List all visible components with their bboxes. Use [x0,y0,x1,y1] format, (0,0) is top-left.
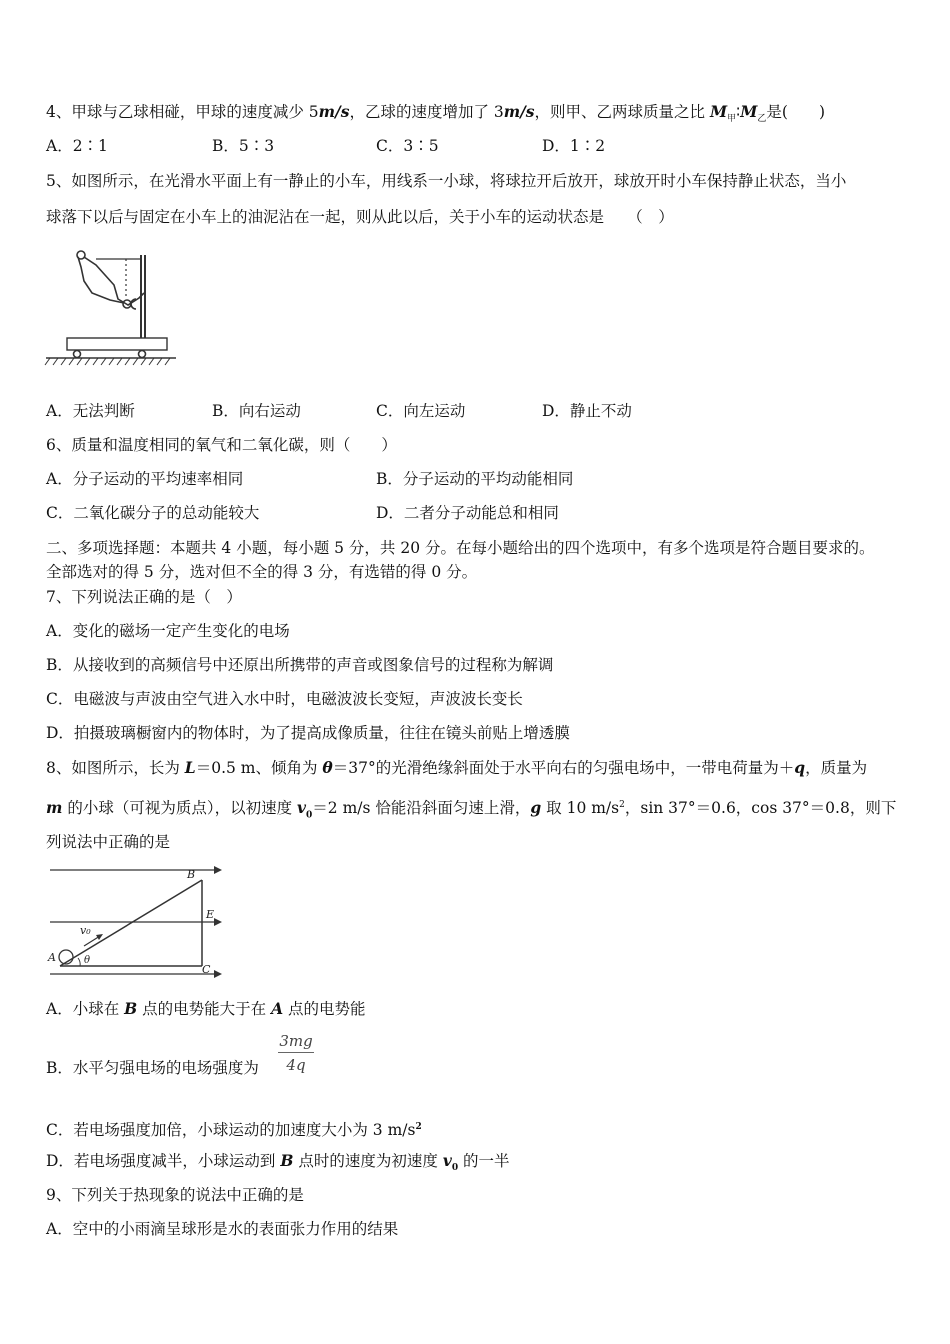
label-v0: v₀ [80,924,91,937]
label-B: B [187,868,196,881]
q6-stem: 6、质量和温度相同的氧气和二氧化碳，则（ ） [46,436,397,454]
q5-figure-cart-pendulum [44,245,184,367]
q9-stem: 9、下列关于热现象的说法中正确的是 [46,1186,304,1204]
q8-option-b-fraction: $\frac{3mg}{4q}$ [279,1032,313,1074]
q8-stem-line3: 列说法中正确的是 [46,833,171,851]
q4-option-a: A．2∶1 [46,137,108,155]
label-C: C [202,963,211,976]
q5-option-b: B．向右运动 [212,402,301,420]
q8-option-d: D．若电场强度减半，小球运动到 B 点时的速度为初速度 $v_0$ 的一半 [46,1151,510,1174]
q5-option-c: C．向左运动 [376,402,466,420]
label-A: A [48,951,56,964]
section2-instructions-line2: 全部选对的得 5 分，选对但不全的得 3 分，有选错的得 0 分。 [46,563,478,581]
q7-option-a: A．变化的磁场一定产生变化的电场 [46,622,290,640]
q7-option-b: B．从接收到的高频信号中还原出所携带的声音或图象信号的过程称为解调 [46,656,554,674]
q8-option-a: A．小球在 B 点的电势能大于在 A 点的电势能 [46,999,366,1018]
q4-option-c: C．3∶5 [376,137,439,155]
q8-option-b: B．水平匀强电场的电场强度为 [46,1059,259,1077]
label-E: E [206,908,215,921]
q5-stem-line2: 球落下以后与固定在小车上的油泥沾在一起，则从此以后，关于小车的运动状态是 （ ） [46,208,674,226]
q8-stem-line1: 8、如图所示，长为 L＝0.5 m、倾角为 θ＝37°的光滑绝缘斜面处于水平向右的匀强电场中，一带电荷量为＋q，质量为 [46,758,868,777]
q5-option-d: D．静止不动 [542,402,632,420]
q4-stem: 4、甲球与乙球相碰，甲球的速度减少 5m/s，乙球的速度增加了 3m/s，则甲、乙两球质量之比 $M_甲∶M_乙$是( ) [46,102,826,125]
label-theta: θ [84,955,91,966]
q5-stem-line1: 5、如图所示，在光滑水平面上有一静止的小车，用线系一小球，将球拉开后放开，球放开时小车保持静止状态，当小 [46,172,847,190]
q4-option-b: B．5∶3 [212,137,275,155]
q5-option-a: A．无法判断 [46,402,135,420]
q7-stem: 7、下列说法正确的是（ ） [46,588,242,606]
q6-option-c: C．二氧化碳分子的总动能较大 [46,504,260,522]
q6-option-b: B．分子运动的平均动能相同 [376,470,574,488]
q6-option-a: A．分子运动的平均速率相同 [46,470,244,488]
q6-option-d: D．二者分子动能总和相同 [376,504,559,522]
q4-option-d: D．1∶2 [542,137,606,155]
q7-option-c: C．电磁波与声波由空气进入水中时，电磁波波长变短，声波波长变长 [46,690,523,708]
q9-option-a: A．空中的小雨滴呈球形是水的表面张力作用的结果 [46,1220,399,1238]
q8-figure-incline [44,862,228,982]
q8-option-c: C．若电场强度加倍，小球运动的加速度大小为 3 $m/s^2$ [46,1121,422,1140]
q7-option-d: D．拍摄玻璃橱窗内的物体时，为了提高成像质量，往往在镜头前贴上增透膜 [46,724,570,742]
q8-stem-line2: m 的小球（可视为质点），以初速度 $v_0=2$ m/s 恰能沿斜面匀速上滑，g 取 10 $m/s^2$，sin 37°＝0.6，cos 37°＝0.8，则下 [46,798,897,821]
section2-instructions-line1: 二、多项选择题：本题共 4 小题，每小题 5 分，共 20 分。在每小题给出的四个选项中，有多个选项是符合题目要求的。 [46,539,875,557]
